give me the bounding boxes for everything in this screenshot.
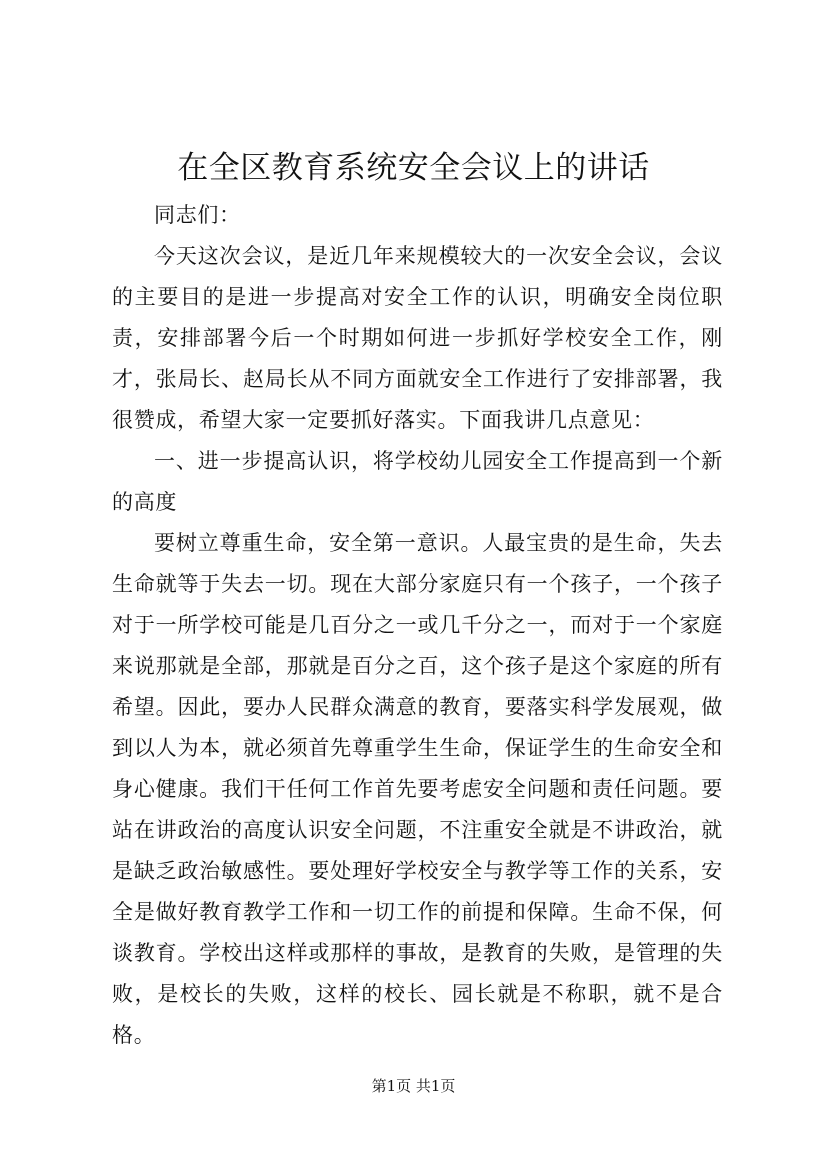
document-body [112,195,723,1056]
page-footer: 第1页 共1页 [371,1077,456,1095]
greeting-paragraph: 同志们： [154,203,241,227]
section-heading-1: 一、进一步提高认识，将学校幼儿园安全工作提高到一个新的高度 [112,449,723,514]
document-title: 在全区教育系统安全会议上的讲话 [177,150,650,186]
body-paragraph-intro: 今天这次会议，是近几年来规模较大的一次安全会议，会议的主要目的是进一步提高对安全工作的认识，明确安全岗位职责，安排部署今后一个时期如何进一步抓好学校安全工作，刚才，张局长、赵局长从不同方面就安全工作进行了安排部署，我很赞成，希望大家一定要抓好落实。下面我讲几点意见： [112,244,723,432]
body-paragraph-1: 要树立尊重生命，安全第一意识。人最宝贵的是生命，失去生命就等于失去一切。现在大部分家庭只有一个孩子，一个孩子对于一所学校可能是几百分之一或几千分之一，而对于一个家庭来说那就是全部，那就是百分之百，这个孩子是这个家庭的所有希望。因此，要办人民群众满意的教育，要落实科学发展观，做到以人为本，就必须首先尊重学生生命，保证学生的生命安全和身心健康。我们干任何工作首先要考虑安全问题和责任问题。要站在讲政治的高度认识安全问题，不注重安全就是不讲政治，就是缺乏政治敏感性。要处理好学校安全与教学等工作的关系，安全是做好教育教学工作和一切工作的前提和保障。生命不保，何谈教育。学校出这样或那样的事故，是教育的失败，是管理的失败，是校长的失败，这样的校长、园长就是不称职，就不是合格。 [112,531,723,1047]
